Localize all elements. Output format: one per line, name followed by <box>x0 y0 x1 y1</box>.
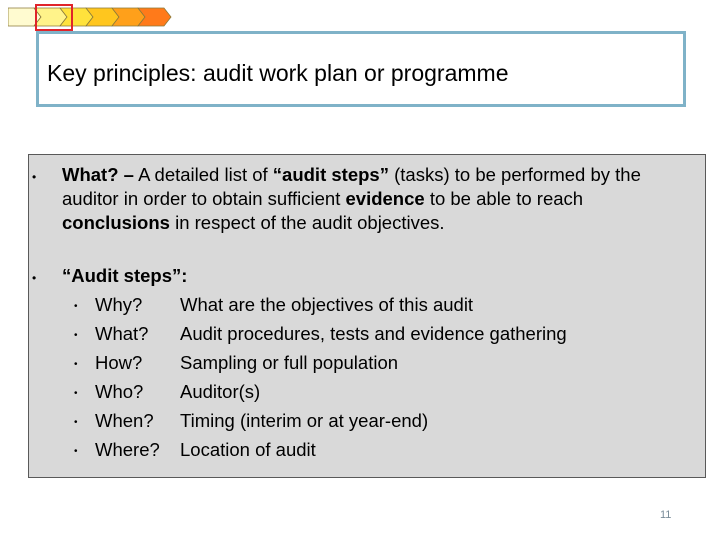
sub-item-answer: Location of audit <box>180 439 316 460</box>
text-part-6: in respect of the audit objectives. <box>169 212 445 233</box>
sub-item-answer: Timing (interim or at year-end) <box>180 410 429 431</box>
sub-item-question: When? <box>95 410 154 431</box>
text-part-5: conclusions <box>62 212 170 233</box>
page-number: 11 <box>660 509 672 521</box>
sub-bullet: • <box>74 330 78 341</box>
sub-item-answer: What are the objectives of this audit <box>180 294 474 315</box>
sub-item-where <box>29 438 705 462</box>
sub-item-question: Why? <box>95 294 143 315</box>
text-part-0: A detailed list of <box>133 164 273 185</box>
audit-steps-heading: “Audit steps”: <box>62 265 188 286</box>
sub-bullet: • <box>74 446 78 457</box>
sub-item-answer: Sampling or full population <box>180 352 399 373</box>
bullet-what-label: What? – <box>62 164 134 185</box>
sub-bullet: • <box>74 417 78 428</box>
sub-item-question: Who? <box>95 381 144 402</box>
sub-bullet: • <box>74 359 78 370</box>
text-part-3: evidence <box>345 188 425 209</box>
sub-item-who <box>29 380 705 404</box>
text-part-4: to be able to reach <box>424 188 584 209</box>
page-title: Key principles: audit work plan or programme <box>47 60 509 86</box>
title-box <box>36 31 686 107</box>
progress-chevrons <box>8 7 178 29</box>
sub-item-answer: Auditor(s) <box>180 381 261 402</box>
sub-item-how <box>29 351 705 375</box>
sub-bullet: • <box>74 301 78 312</box>
sub-item-answer: Audit procedures, tests and evidence gathering <box>180 323 567 344</box>
content-box <box>28 154 706 478</box>
bullet-marker: • <box>32 170 37 184</box>
current-step-highlight <box>35 4 73 31</box>
sub-item-question: What? <box>95 323 149 344</box>
text-part-1: “audit steps” <box>272 164 389 185</box>
bullet-what-text <box>62 163 692 235</box>
sub-item-question: Where? <box>95 439 160 460</box>
text-part-2: (tasks) to be performed by the auditor in order to obtain sufficient <box>62 164 641 209</box>
bullet-marker: • <box>32 271 37 285</box>
sub-item-what <box>29 322 705 346</box>
sub-item-question: How? <box>95 352 143 373</box>
sub-bullet: • <box>74 388 78 399</box>
sub-item-when <box>29 409 705 433</box>
sub-item-why <box>29 293 705 317</box>
